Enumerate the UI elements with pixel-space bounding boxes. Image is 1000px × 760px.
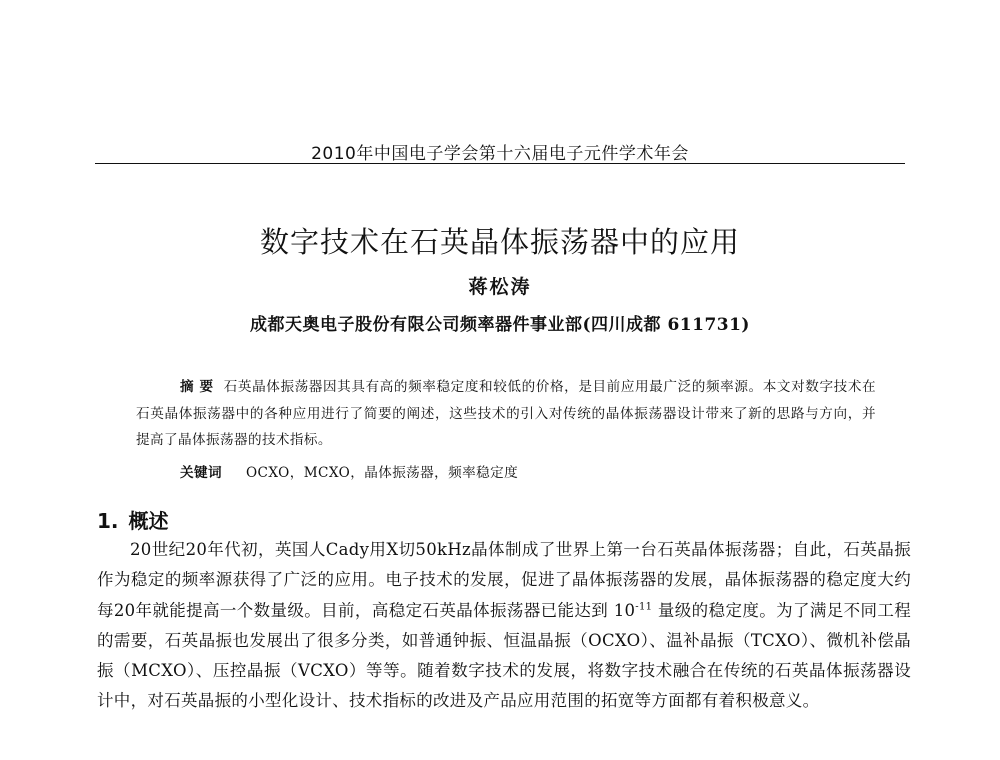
abstract-label: 摘 要	[180, 379, 214, 395]
keywords-label: 关键词	[180, 465, 222, 481]
paragraph-text-part1: 20世纪20年代初，英国人Cady用X切50kHz晶体制成了世界上第一台石英晶体振荡器；自此，石英晶振作为稳定的频率源获得了广泛的应用。电子技术的发展，促进了晶体振荡器的发展，晶体振荡器的稳定度大约每20年就能提高一个数量级。目前，高稳定石英晶体振荡器已能达到 10	[97, 540, 911, 620]
header-rule	[95, 163, 905, 164]
abstract-text: 石英晶体振荡器因其具有高的频率稳定度和较低的价格，是目前应用最广泛的频率源。本文对数字技术在石英晶体振荡器中的各种应用进行了简要的阐述，这些技术的引入对传统的晶体振荡器设计带来了新的思路与方向，并提高了晶体振荡器的技术指标。	[136, 379, 876, 448]
abstract	[136, 374, 876, 454]
section-title: 概述	[128, 509, 169, 533]
author-name: 蒋松涛	[468, 276, 532, 298]
section-heading	[97, 505, 169, 534]
paragraph-text-part2: 量级的稳定度。为了满足不同工程的需要，石英晶振也发展出了很多分类，如普通钟振、恒温晶振（OCXO）、温补晶振（TCXO）、微机补偿晶振（MCXO）、压控晶振（VCXO）等等。随着数字技术的发展，将数字技术融合在传统的石英晶体振荡器设计中，对石英晶振的小型化设计、技术指标的改进及产品应用范围的拓宽等方面都有着积极意义。	[97, 600, 911, 711]
keywords-text: OCXO，MCXO，晶体振荡器，频率稳定度	[245, 465, 519, 481]
exponent-superscript: -11	[635, 601, 653, 613]
section-body-paragraph	[97, 535, 911, 717]
keywords	[180, 461, 518, 481]
section-number: 1.	[97, 509, 119, 533]
author-affiliation: 成都天奥电子股份有限公司频率器件事业部(四川成都 611731)	[250, 315, 750, 335]
running-header: 2010年中国电子学会第十六届电子元件学术年会	[311, 144, 689, 164]
paper-title: 数字技术在石英晶体振荡器中的应用	[259, 225, 740, 260]
